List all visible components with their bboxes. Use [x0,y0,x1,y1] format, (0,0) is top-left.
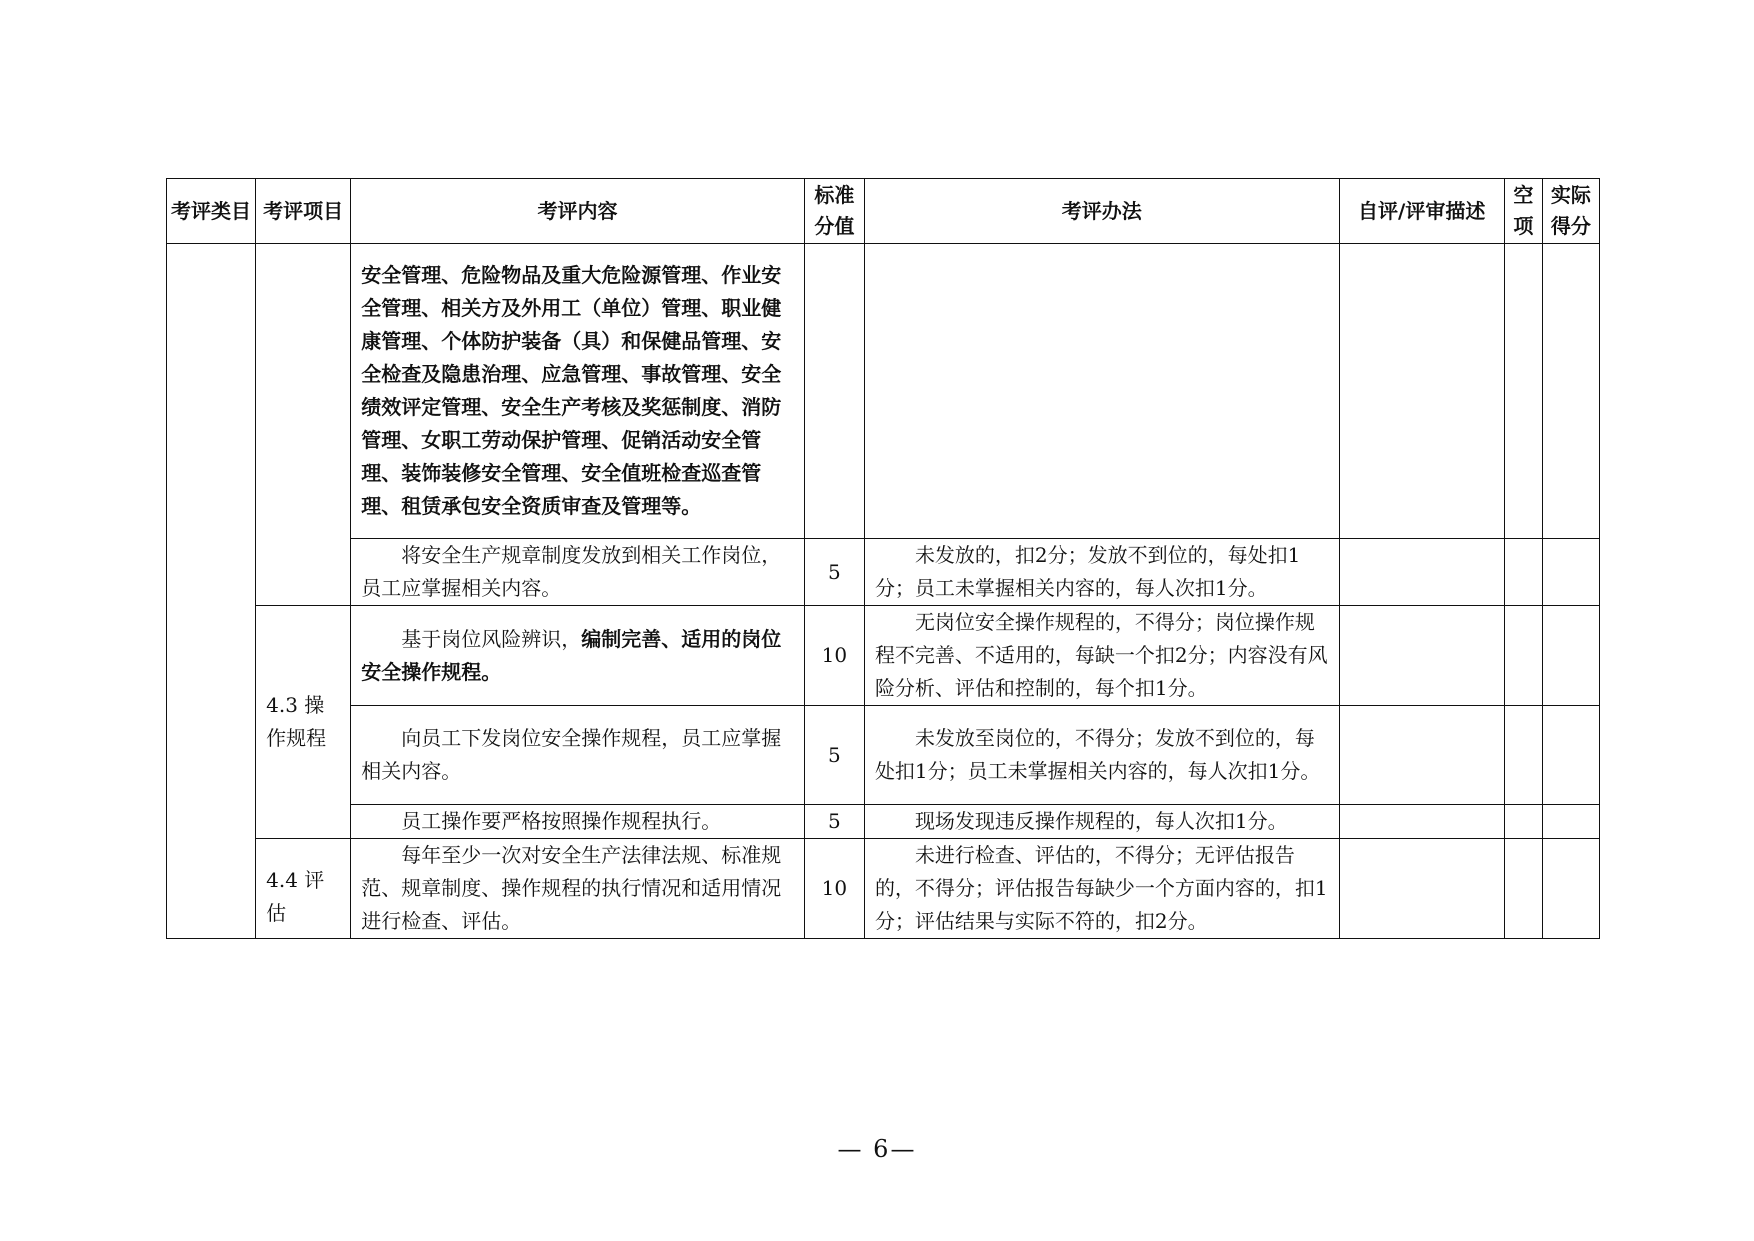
actual-score-cell [1542,244,1599,539]
blank-cell [1504,805,1542,839]
self-eval-cell [1339,606,1504,706]
actual-score-cell [1542,606,1599,706]
score-cell [804,244,864,539]
blank-cell [1504,839,1542,939]
content-bold-text: 编制完善、适用的岗位安全操作规程。 [361,626,782,684]
score-cell: 5 [804,539,864,606]
page-number: — 6— [837,1135,917,1163]
actual-score-cell [1542,839,1599,939]
category-cell [167,244,256,939]
method-cell: 未发放至岗位的，不得分；发放不到位的，每处扣1分；员工未掌握相关内容的，每人次扣1分。 [864,706,1339,805]
self-eval-cell [1339,706,1504,805]
item-cell-empty [256,244,351,606]
header-row [167,179,1600,244]
score-cell: 10 [804,839,864,939]
table-row [167,805,1600,839]
self-eval-cell [1339,244,1504,539]
self-eval-cell [1339,539,1504,606]
content-cell [351,606,805,706]
header-item: 考评项目 [256,179,351,244]
score-cell: 5 [804,706,864,805]
method-cell: 现场发现违反操作规程的，每人次扣1分。 [864,805,1339,839]
actual-score-cell [1542,706,1599,805]
header-content: 考评内容 [351,179,805,244]
header-category: 考评类目 [167,179,256,244]
table-row [167,244,1600,539]
method-cell: 无岗位安全操作规程的，不得分；岗位操作规程不完善、不适用的，每缺一个扣2分；内容没有风险分析、评估和控制的，每个扣1分。 [864,606,1339,706]
actual-score-cell [1542,539,1599,606]
table-row [167,539,1600,606]
blank-cell [1504,244,1542,539]
method-cell [864,244,1339,539]
item-cell-4-4: 4.4 评估 [256,839,351,939]
content-plain-text: 基于岗位风险辨识， [401,626,582,651]
blank-cell [1504,606,1542,706]
evaluation-table [166,178,1600,939]
header-blank: 空项 [1504,179,1542,244]
actual-score-cell [1542,805,1599,839]
blank-cell [1504,706,1542,805]
method-cell: 未进行检查、评估的，不得分；无评估报告的，不得分；评估报告每缺少一个方面内容的，扣1分；评估结果与实际不符的，扣2分。 [864,839,1339,939]
table-row [167,706,1600,805]
header-score: 标准分值 [804,179,864,244]
header-self-eval: 自评/评审描述 [1339,179,1504,244]
header-method: 考评办法 [864,179,1339,244]
header-actual: 实际得分 [1542,179,1599,244]
score-cell: 10 [804,606,864,706]
content-cell: 安全管理、危险物品及重大危险源管理、作业安全管理、相关方及外用工（单位）管理、职业健康管理、个体防护装备（具）和保健品管理、安全检查及隐患治理、应急管理、事故管理、安全绩效评定管理、安全生产考核及奖惩制度、消防管理、女职工劳动保护管理、促销活动安全管理、装饰装修安全管理、安全值班检查巡查管理、租赁承包安全资质审查及管理等。 [351,244,805,539]
content-cell: 向员工下发岗位安全操作规程，员工应掌握相关内容。 [351,706,805,805]
table-row [167,606,1600,706]
self-eval-cell [1339,839,1504,939]
table-row [167,839,1600,939]
content-cell: 员工操作要严格按照操作规程执行。 [351,805,805,839]
method-cell: 未发放的，扣2分；发放不到位的，每处扣1分；员工未掌握相关内容的，每人次扣1分。 [864,539,1339,606]
self-eval-cell [1339,805,1504,839]
content-cell: 每年至少一次对安全生产法律法规、标准规范、规章制度、操作规程的执行情况和适用情况进行检查、评估。 [351,839,805,939]
item-cell-4-3: 4.3 操作规程 [256,606,351,839]
blank-cell [1504,539,1542,606]
content-cell: 将安全生产规章制度发放到相关工作岗位，员工应掌握相关内容。 [351,539,805,606]
score-cell: 5 [804,805,864,839]
